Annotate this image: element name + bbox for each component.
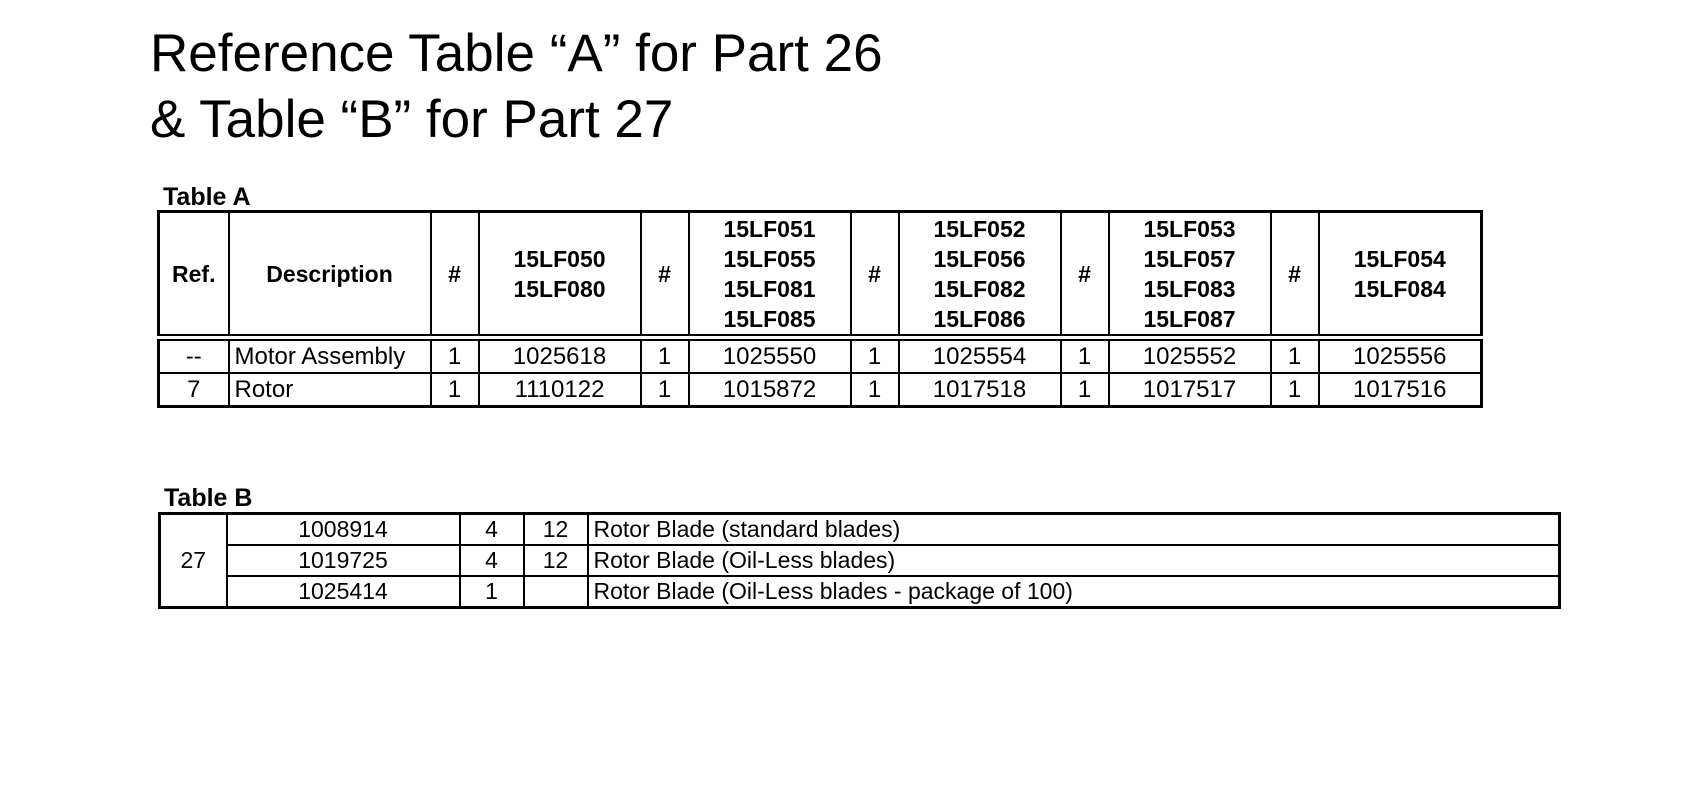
table-cell: 4	[460, 514, 524, 546]
table-cell: 1	[1271, 338, 1319, 374]
table-a-header-cell	[641, 212, 689, 338]
table-cell: 1017518	[899, 373, 1061, 407]
header-text-line: 15LF081	[723, 275, 816, 302]
table-cell: 1	[1271, 373, 1319, 407]
table-cell: 1	[1061, 338, 1109, 374]
header-text-line: 15LF080	[513, 275, 606, 302]
table-a-caption: Table A	[163, 183, 251, 211]
table-cell: --	[159, 338, 229, 374]
table-cell: 1	[460, 576, 524, 608]
header-text-line: 15LF053	[1143, 215, 1236, 242]
table-cell: 1	[641, 373, 689, 407]
table-a-header-cell	[689, 212, 851, 338]
header-text-line: Ref.	[172, 260, 216, 287]
page-title-line-2: & Table “B” for Part 27	[150, 90, 674, 149]
header-text-line: 15LF050	[513, 245, 606, 272]
header-text-line: 15LF086	[933, 305, 1026, 332]
table-cell: 1025554	[899, 338, 1061, 374]
table-cell: 1025556	[1319, 338, 1482, 374]
table-a-header-cell	[1319, 212, 1482, 338]
table-cell: 1	[851, 373, 899, 407]
table-a-header-cell	[1061, 212, 1109, 338]
header-text-line: 15LF056	[933, 245, 1026, 272]
table-a-header-cell	[1109, 212, 1271, 338]
header-text-line: 15LF051	[723, 215, 816, 242]
ref-cell: 27	[160, 514, 227, 608]
table-cell: 1025550	[689, 338, 851, 374]
header-text-line: #	[1288, 260, 1301, 287]
table-a	[157, 210, 1483, 408]
table-cell: 1110122	[479, 373, 641, 407]
header-text-line: #	[868, 260, 881, 287]
table-cell: 1	[1061, 373, 1109, 407]
description-cell: Rotor Blade (Oil-Less blades - package of 100)	[588, 576, 1560, 608]
table-cell: 1025552	[1109, 338, 1271, 374]
description-cell: Motor Assembly	[229, 338, 431, 374]
header-text-line: 15LF085	[723, 305, 816, 332]
table-cell: 1	[431, 338, 479, 374]
table-row	[159, 338, 1482, 374]
table-a-header-cell	[229, 212, 431, 338]
table-a-header-cell	[159, 212, 229, 338]
table-cell: 1017517	[1109, 373, 1271, 407]
header-text-line: #	[658, 260, 671, 287]
table-b-caption: Table B	[164, 484, 253, 512]
table-cell: 12	[524, 514, 588, 546]
description-cell: Rotor Blade (Oil-Less blades)	[588, 545, 1560, 576]
header-text-line: 15LF087	[1143, 305, 1236, 332]
table-cell: 7	[159, 373, 229, 407]
page-title-line-1: Reference Table “A” for Part 26	[150, 24, 883, 83]
description-cell: Rotor Blade (standard blades)	[588, 514, 1560, 546]
header-text-line: 15LF054	[1353, 245, 1446, 272]
table-a-header-row	[159, 212, 1482, 338]
header-text-line: #	[448, 260, 461, 287]
table-cell	[524, 576, 588, 608]
header-text-line: 15LF082	[933, 275, 1026, 302]
table-cell: 12	[524, 545, 588, 576]
table-cell: 1008914	[227, 514, 460, 546]
table-a-header-cell	[479, 212, 641, 338]
table-b	[158, 512, 1561, 609]
table-cell: 1	[851, 338, 899, 374]
table-row	[159, 373, 1482, 407]
table-cell: 1015872	[689, 373, 851, 407]
table-row	[160, 514, 1560, 546]
table-a-header-cell	[431, 212, 479, 338]
header-text-line: 15LF083	[1143, 275, 1236, 302]
table-row	[160, 576, 1560, 608]
table-cell: 1	[431, 373, 479, 407]
header-text-line: Description	[266, 260, 393, 287]
header-text-line: 15LF057	[1143, 245, 1236, 272]
header-text-line: 15LF052	[933, 215, 1026, 242]
table-cell: 1025618	[479, 338, 641, 374]
table-cell: 1025414	[227, 576, 460, 608]
table-cell: 4	[460, 545, 524, 576]
header-text-line: 15LF084	[1353, 275, 1446, 302]
table-a-header-cell	[851, 212, 899, 338]
table-cell: 1	[641, 338, 689, 374]
table-a-header-cell	[899, 212, 1061, 338]
header-text-line: #	[1078, 260, 1091, 287]
table-row	[160, 545, 1560, 576]
header-text-line: 15LF055	[723, 245, 816, 272]
table-cell: 1017516	[1319, 373, 1482, 407]
description-cell: Rotor	[229, 373, 431, 407]
table-cell: 1019725	[227, 545, 460, 576]
table-a-header-cell	[1271, 212, 1319, 338]
